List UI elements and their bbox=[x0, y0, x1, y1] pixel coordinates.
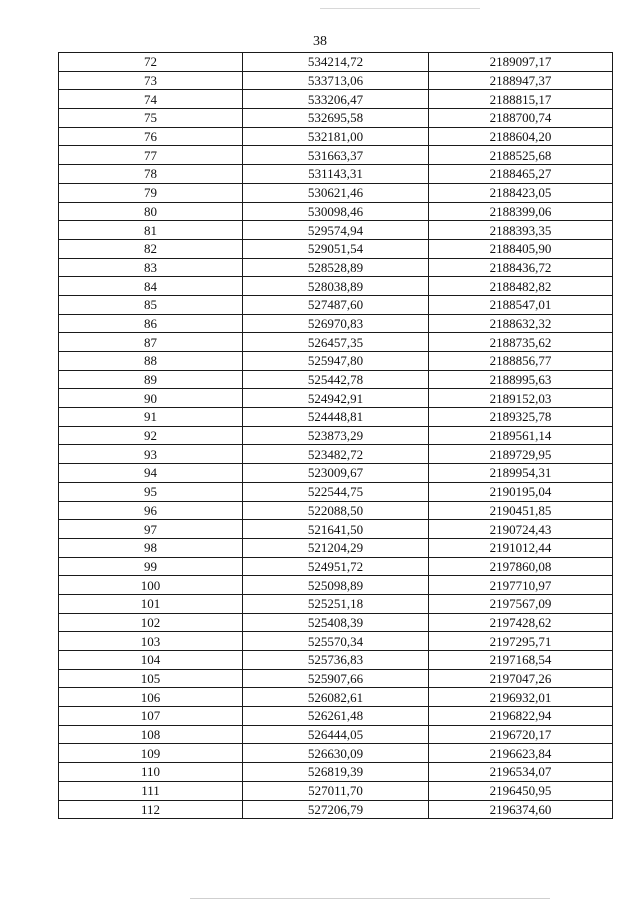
y-coordinate-cell: 2188856,77 bbox=[429, 352, 613, 371]
y-coordinate-cell: 2188735,62 bbox=[429, 333, 613, 352]
x-coordinate-cell: 525907,66 bbox=[243, 669, 429, 688]
table-row bbox=[59, 725, 613, 744]
point-number-cell: 77 bbox=[59, 146, 243, 165]
coordinates-table-body bbox=[59, 53, 613, 819]
point-number-cell: 102 bbox=[59, 613, 243, 632]
y-coordinate-cell: 2196720,17 bbox=[429, 725, 613, 744]
x-coordinate-cell: 532181,00 bbox=[243, 127, 429, 146]
y-coordinate-cell: 2188547,01 bbox=[429, 295, 613, 314]
x-coordinate-cell: 527011,70 bbox=[243, 781, 429, 800]
point-number-cell: 93 bbox=[59, 445, 243, 464]
point-number-cell: 112 bbox=[59, 800, 243, 819]
x-coordinate-cell: 532695,58 bbox=[243, 109, 429, 128]
y-coordinate-cell: 2197860,08 bbox=[429, 557, 613, 576]
table-row bbox=[59, 632, 613, 651]
x-coordinate-cell: 523009,67 bbox=[243, 464, 429, 483]
point-number-cell: 79 bbox=[59, 183, 243, 202]
table-row bbox=[59, 314, 613, 333]
point-number-cell: 95 bbox=[59, 482, 243, 501]
table-row bbox=[59, 146, 613, 165]
y-coordinate-cell: 2188632,32 bbox=[429, 314, 613, 333]
y-coordinate-cell: 2188423,05 bbox=[429, 183, 613, 202]
y-coordinate-cell: 2188399,06 bbox=[429, 202, 613, 221]
x-coordinate-cell: 530098,46 bbox=[243, 202, 429, 221]
y-coordinate-cell: 2196534,07 bbox=[429, 763, 613, 782]
y-coordinate-cell: 2188604,20 bbox=[429, 127, 613, 146]
table-row bbox=[59, 202, 613, 221]
point-number-cell: 97 bbox=[59, 520, 243, 539]
table-row bbox=[59, 557, 613, 576]
y-coordinate-cell: 2188700,74 bbox=[429, 109, 613, 128]
x-coordinate-cell: 523482,72 bbox=[243, 445, 429, 464]
table-row bbox=[59, 53, 613, 72]
x-coordinate-cell: 525442,78 bbox=[243, 370, 429, 389]
y-coordinate-cell: 2197428,62 bbox=[429, 613, 613, 632]
y-coordinate-cell: 2188525,68 bbox=[429, 146, 613, 165]
x-coordinate-cell: 525570,34 bbox=[243, 632, 429, 651]
x-coordinate-cell: 526819,39 bbox=[243, 763, 429, 782]
x-coordinate-cell: 525408,39 bbox=[243, 613, 429, 632]
y-coordinate-cell: 2188947,37 bbox=[429, 71, 613, 90]
x-coordinate-cell: 522544,75 bbox=[243, 482, 429, 501]
y-coordinate-cell: 2190195,04 bbox=[429, 482, 613, 501]
table-row bbox=[59, 763, 613, 782]
y-coordinate-cell: 2190724,43 bbox=[429, 520, 613, 539]
table-row bbox=[59, 389, 613, 408]
table-row bbox=[59, 426, 613, 445]
point-number-cell: 104 bbox=[59, 651, 243, 670]
y-coordinate-cell: 2189152,03 bbox=[429, 389, 613, 408]
table-row bbox=[59, 352, 613, 371]
y-coordinate-cell: 2197047,26 bbox=[429, 669, 613, 688]
table-row bbox=[59, 688, 613, 707]
point-number-cell: 91 bbox=[59, 408, 243, 427]
table-row bbox=[59, 127, 613, 146]
x-coordinate-cell: 525947,80 bbox=[243, 352, 429, 371]
table-row bbox=[59, 744, 613, 763]
y-coordinate-cell: 2188405,90 bbox=[429, 239, 613, 258]
table-row bbox=[59, 239, 613, 258]
table-row bbox=[59, 221, 613, 240]
point-number-cell: 88 bbox=[59, 352, 243, 371]
table-row bbox=[59, 501, 613, 520]
point-number-cell: 78 bbox=[59, 165, 243, 184]
table-row bbox=[59, 781, 613, 800]
y-coordinate-cell: 2197710,97 bbox=[429, 576, 613, 595]
table-row bbox=[59, 90, 613, 109]
table-row bbox=[59, 576, 613, 595]
table-row bbox=[59, 333, 613, 352]
table-row bbox=[59, 800, 613, 819]
x-coordinate-cell: 529051,54 bbox=[243, 239, 429, 258]
x-coordinate-cell: 526261,48 bbox=[243, 707, 429, 726]
table-row bbox=[59, 594, 613, 613]
table-row bbox=[59, 183, 613, 202]
x-coordinate-cell: 527206,79 bbox=[243, 800, 429, 819]
point-number-cell: 82 bbox=[59, 239, 243, 258]
y-coordinate-cell: 2189729,95 bbox=[429, 445, 613, 464]
point-number-cell: 87 bbox=[59, 333, 243, 352]
y-coordinate-cell: 2188436,72 bbox=[429, 258, 613, 277]
table-row bbox=[59, 408, 613, 427]
table-row bbox=[59, 613, 613, 632]
x-coordinate-cell: 525098,89 bbox=[243, 576, 429, 595]
x-coordinate-cell: 528528,89 bbox=[243, 258, 429, 277]
x-coordinate-cell: 524942,91 bbox=[243, 389, 429, 408]
y-coordinate-cell: 2189097,17 bbox=[429, 53, 613, 72]
point-number-cell: 74 bbox=[59, 90, 243, 109]
x-coordinate-cell: 523873,29 bbox=[243, 426, 429, 445]
point-number-cell: 106 bbox=[59, 688, 243, 707]
x-coordinate-cell: 525251,18 bbox=[243, 594, 429, 613]
y-coordinate-cell: 2189954,31 bbox=[429, 464, 613, 483]
point-number-cell: 75 bbox=[59, 109, 243, 128]
y-coordinate-cell: 2188465,27 bbox=[429, 165, 613, 184]
x-coordinate-cell: 530621,46 bbox=[243, 183, 429, 202]
y-coordinate-cell: 2197567,09 bbox=[429, 594, 613, 613]
x-coordinate-cell: 525736,83 bbox=[243, 651, 429, 670]
y-coordinate-cell: 2197295,71 bbox=[429, 632, 613, 651]
x-coordinate-cell: 524448,81 bbox=[243, 408, 429, 427]
y-coordinate-cell: 2191012,44 bbox=[429, 538, 613, 557]
x-coordinate-cell: 533713,06 bbox=[243, 71, 429, 90]
y-coordinate-cell: 2188815,17 bbox=[429, 90, 613, 109]
x-coordinate-cell: 534214,72 bbox=[243, 53, 429, 72]
x-coordinate-cell: 521641,50 bbox=[243, 520, 429, 539]
point-number-cell: 83 bbox=[59, 258, 243, 277]
y-coordinate-cell: 2188995,63 bbox=[429, 370, 613, 389]
table-row bbox=[59, 277, 613, 296]
x-coordinate-cell: 526444,05 bbox=[243, 725, 429, 744]
table-row bbox=[59, 165, 613, 184]
x-coordinate-cell: 526630,09 bbox=[243, 744, 429, 763]
point-number-cell: 90 bbox=[59, 389, 243, 408]
point-number-cell: 96 bbox=[59, 501, 243, 520]
x-coordinate-cell: 526457,35 bbox=[243, 333, 429, 352]
y-coordinate-cell: 2189325,78 bbox=[429, 408, 613, 427]
point-number-cell: 81 bbox=[59, 221, 243, 240]
point-number-cell: 89 bbox=[59, 370, 243, 389]
point-number-cell: 85 bbox=[59, 295, 243, 314]
y-coordinate-cell: 2189561,14 bbox=[429, 426, 613, 445]
table-row bbox=[59, 520, 613, 539]
point-number-cell: 76 bbox=[59, 127, 243, 146]
x-coordinate-cell: 531663,37 bbox=[243, 146, 429, 165]
y-coordinate-cell: 2190451,85 bbox=[429, 501, 613, 520]
table-row bbox=[59, 707, 613, 726]
y-coordinate-cell: 2196623,84 bbox=[429, 744, 613, 763]
point-number-cell: 105 bbox=[59, 669, 243, 688]
x-coordinate-cell: 528038,89 bbox=[243, 277, 429, 296]
point-number-cell: 92 bbox=[59, 426, 243, 445]
x-coordinate-cell: 524951,72 bbox=[243, 557, 429, 576]
point-number-cell: 80 bbox=[59, 202, 243, 221]
point-number-cell: 111 bbox=[59, 781, 243, 800]
table-row bbox=[59, 109, 613, 128]
table-row bbox=[59, 669, 613, 688]
point-number-cell: 108 bbox=[59, 725, 243, 744]
point-number-cell: 99 bbox=[59, 557, 243, 576]
y-coordinate-cell: 2196450,95 bbox=[429, 781, 613, 800]
y-coordinate-cell: 2196822,94 bbox=[429, 707, 613, 726]
y-coordinate-cell: 2188482,82 bbox=[429, 277, 613, 296]
point-number-cell: 84 bbox=[59, 277, 243, 296]
y-coordinate-cell: 2188393,35 bbox=[429, 221, 613, 240]
table-row bbox=[59, 651, 613, 670]
point-number-cell: 72 bbox=[59, 53, 243, 72]
x-coordinate-cell: 533206,47 bbox=[243, 90, 429, 109]
y-coordinate-cell: 2196932,01 bbox=[429, 688, 613, 707]
point-number-cell: 107 bbox=[59, 707, 243, 726]
table-row bbox=[59, 295, 613, 314]
point-number-cell: 86 bbox=[59, 314, 243, 333]
x-coordinate-cell: 522088,50 bbox=[243, 501, 429, 520]
point-number-cell: 103 bbox=[59, 632, 243, 651]
table-row bbox=[59, 445, 613, 464]
y-coordinate-cell: 2196374,60 bbox=[429, 800, 613, 819]
table-row bbox=[59, 464, 613, 483]
point-number-cell: 98 bbox=[59, 538, 243, 557]
point-number-cell: 73 bbox=[59, 71, 243, 90]
coordinates-table bbox=[58, 52, 613, 819]
table-row bbox=[59, 482, 613, 501]
point-number-cell: 110 bbox=[59, 763, 243, 782]
scan-edge-bottom bbox=[190, 898, 550, 899]
point-number-cell: 100 bbox=[59, 576, 243, 595]
x-coordinate-cell: 531143,31 bbox=[243, 165, 429, 184]
scan-edge-top bbox=[320, 8, 480, 9]
point-number-cell: 101 bbox=[59, 594, 243, 613]
table-row bbox=[59, 71, 613, 90]
x-coordinate-cell: 526082,61 bbox=[243, 688, 429, 707]
point-number-cell: 109 bbox=[59, 744, 243, 763]
point-number-cell: 94 bbox=[59, 464, 243, 483]
table-row bbox=[59, 538, 613, 557]
y-coordinate-cell: 2197168,54 bbox=[429, 651, 613, 670]
page-number: 38 bbox=[313, 34, 327, 49]
table-row bbox=[59, 370, 613, 389]
table-row bbox=[59, 258, 613, 277]
x-coordinate-cell: 529574,94 bbox=[243, 221, 429, 240]
x-coordinate-cell: 521204,29 bbox=[243, 538, 429, 557]
x-coordinate-cell: 527487,60 bbox=[243, 295, 429, 314]
x-coordinate-cell: 526970,83 bbox=[243, 314, 429, 333]
